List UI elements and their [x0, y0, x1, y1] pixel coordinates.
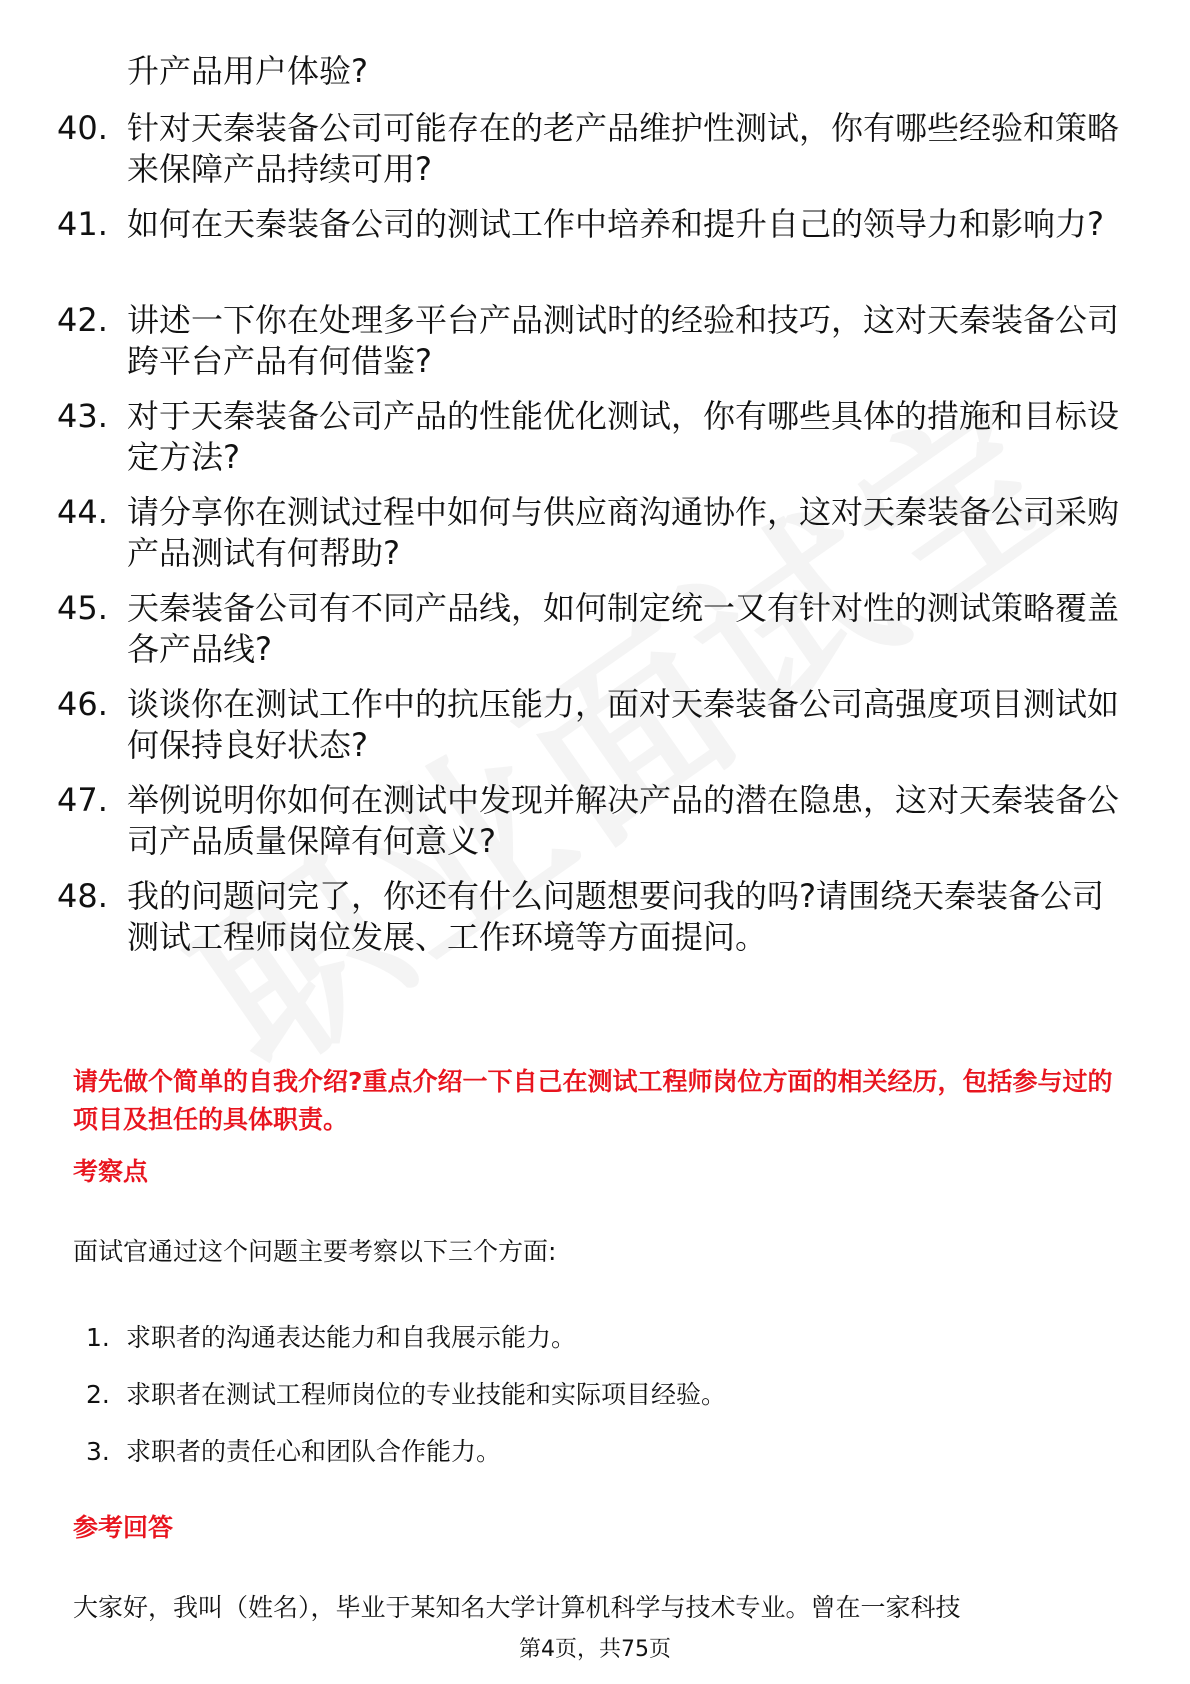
question-text: 请分享你在测试过程中如何与供应商沟通协作，这对天秦装备公司采购产品测试有何帮助?	[127, 493, 1120, 572]
question-text: 升产品用户体验?	[127, 52, 368, 90]
question-number: 44.	[57, 493, 108, 531]
assess-intro: 面试官通过这个问题主要考察以下三个方面:	[73, 1237, 557, 1266]
question-number: 47.	[57, 781, 108, 819]
question-number: 40.	[57, 109, 108, 147]
list-item-number: 1.	[86, 1323, 110, 1352]
question-text: 如何在天秦装备公司的测试工作中培养和提升自己的领导力和影响力?	[127, 205, 1104, 243]
answer-text: 大家好，我叫（姓名），毕业于某知名大学计算机科学与技术专业。曾在一家科技	[73, 1593, 961, 1622]
assess-section-title: 考察点	[73, 1157, 149, 1186]
question-text: 讲述一下你在处理多平台产品测试时的经验和技巧，这对天秦装备公司跨平台产品有何借鉴?	[127, 301, 1120, 380]
question-text: 针对天秦装备公司可能存在的老产品维护性测试，你有哪些经验和策略来保障产品持续可用?	[127, 109, 1120, 188]
question-text: 天秦装备公司有不同产品线，如何制定统一又有针对性的测试策略覆盖各产品线?	[127, 589, 1120, 668]
highlight-question: 请先做个简单的自我介绍?重点介绍一下自己在测试工程师岗位方面的相关经历，包括参与过的项目及担任的具体职责。	[73, 1067, 1113, 1134]
question-number: 46.	[57, 685, 108, 723]
question-text: 对于天秦装备公司产品的性能优化测试，你有哪些具体的措施和目标设定方法?	[127, 397, 1120, 476]
question-number: 43.	[57, 397, 108, 435]
list-item-number: 2.	[86, 1380, 110, 1409]
question-number: 42.	[57, 301, 108, 339]
list-item-number: 3.	[86, 1437, 110, 1466]
page-footer: 第4页，共75页	[519, 1637, 671, 1662]
question-number: 48.	[57, 877, 108, 915]
question-text: 我的问题问完了，你还有什么问题想要问我的吗?请围绕天秦装备公司测试工程师岗位发展、工作环境等方面提问。	[127, 877, 1104, 956]
question-text: 举例说明你如何在测试中发现并解决产品的潜在隐患，这对天秦装备公司产品质量保障有何意义?	[127, 781, 1120, 860]
question-text: 谈谈你在测试工作中的抗压能力，面对天秦装备公司高强度项目测试如何保持良好状态?	[127, 685, 1120, 764]
question-number: 41.	[57, 205, 108, 243]
list-item-text: 求职者的沟通表达能力和自我展示能力。	[126, 1323, 577, 1352]
answer-section-title: 参考回答	[73, 1513, 174, 1542]
question-number: 45.	[57, 589, 108, 627]
list-item-text: 求职者的责任心和团队合作能力。	[126, 1437, 502, 1466]
list-item-text: 求职者在测试工程师岗位的专业技能和实际项目经验。	[126, 1380, 727, 1409]
